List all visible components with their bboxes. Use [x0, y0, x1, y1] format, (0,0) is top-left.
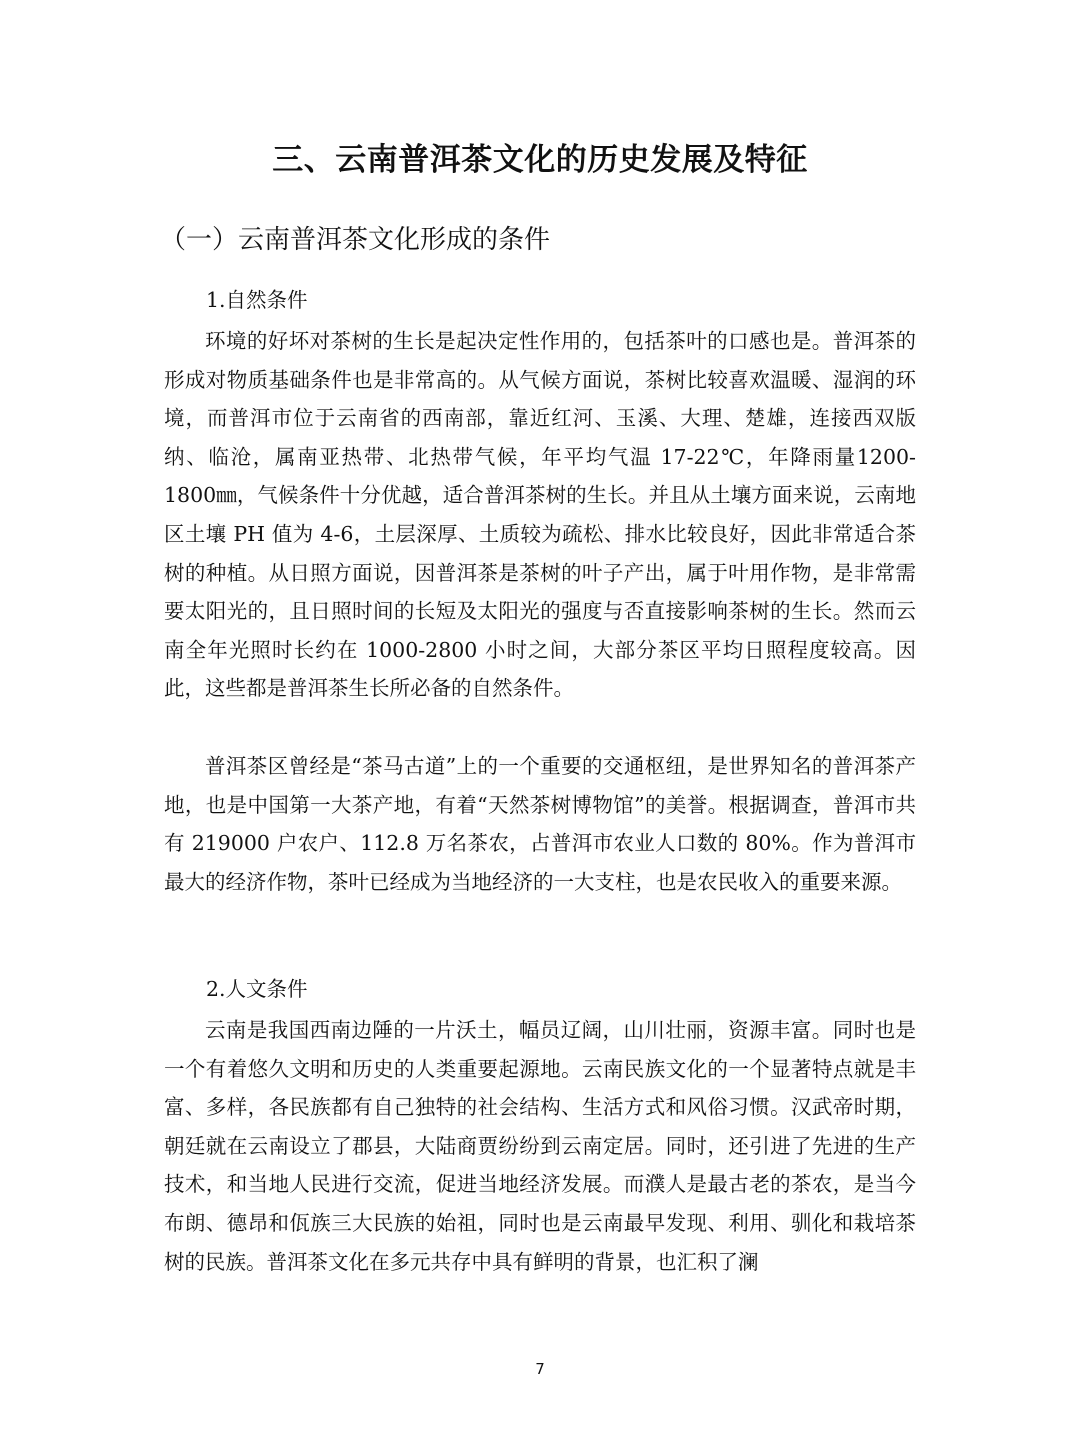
subsection-heading-natural: 1.自然条件: [206, 288, 308, 312]
paragraph-natural-1: 环境的好坏对茶树的生长是起决定性作用的，包括茶叶的口感也是。普洱茶的形成对物质基础条件也是非常高的。从气候方面说，茶树比较喜欢温暖、湿润的环境，而普洱市位于云南省的西南部，靠近红河、玉溪、大理、楚雄，连接西双版纳、临沧，属南亚热带、北热带气候，年平均气温 17-22℃，年降雨量1200-1800㎜，气候条件十分优越，适合普洱茶树的生长。并且从土壤方面来说，云南地区土壤 PH 值为 4-6，土层深厚、土质较为疏松、排水比较良好，因此非常适合茶树的种植。从日照方面说，因普洱茶是茶树的叶子产出，属于叶用作物，是非常需要太阳光的，且日照时间的长短及太阳光的强度与否直接影响茶树的生长。然而云南全年光照时长约在 1000-2800 小时之间，大部分茶区平均日照程度较高。因此，这些都是普洱茶生长所必备的自然条件。: [164, 329, 916, 701]
page-number: 7: [535, 1360, 545, 1378]
section-title: （一）云南普洱茶文化形成的条件: [160, 225, 551, 255]
chapter-title: 三、云南普洱茶文化的历史发展及特征: [272, 142, 808, 178]
paragraph-natural-2: 普洱茶区曾经是“茶马古道”上的一个重要的交通枢纽，是世界知名的普洱茶产地，也是中国第一大茶产地，有着“天然茶树博物馆”的美誉。根据调查，普洱市共有 219000 户农户、112.8 万名茶农，占普洱市农业人口数的 80%。作为普洱市最大的经济作物，茶叶已经成为当地经济的一大支柱，也是农民收入的重要来源。: [164, 754, 916, 894]
subsection-heading-cultural: 2.人文条件: [206, 977, 308, 1001]
paragraph-cultural-1: 云南是我国西南边陲的一片沃土，幅员辽阔，山川壮丽，资源丰富。同时也是一个有着悠久文明和历史的人类重要起源地。云南民族文化的一个显著特点就是丰富、多样，各民族都有自己独特的社会结构、生活方式和风俗习惯。汉武帝时期，朝廷就在云南设立了郡县，大陆商贾纷纷到云南定居。同时，还引进了先进的生产技术，和当地人民进行交流，促进当地经济发展。而濮人是最古老的茶农，是当今布朗、德昂和佤族三大民族的始祖，同时也是云南最早发现、利用、驯化和栽培茶树的民族。普洱茶文化在多元共存中具有鲜明的背景，也汇积了澜: [164, 1018, 916, 1274]
